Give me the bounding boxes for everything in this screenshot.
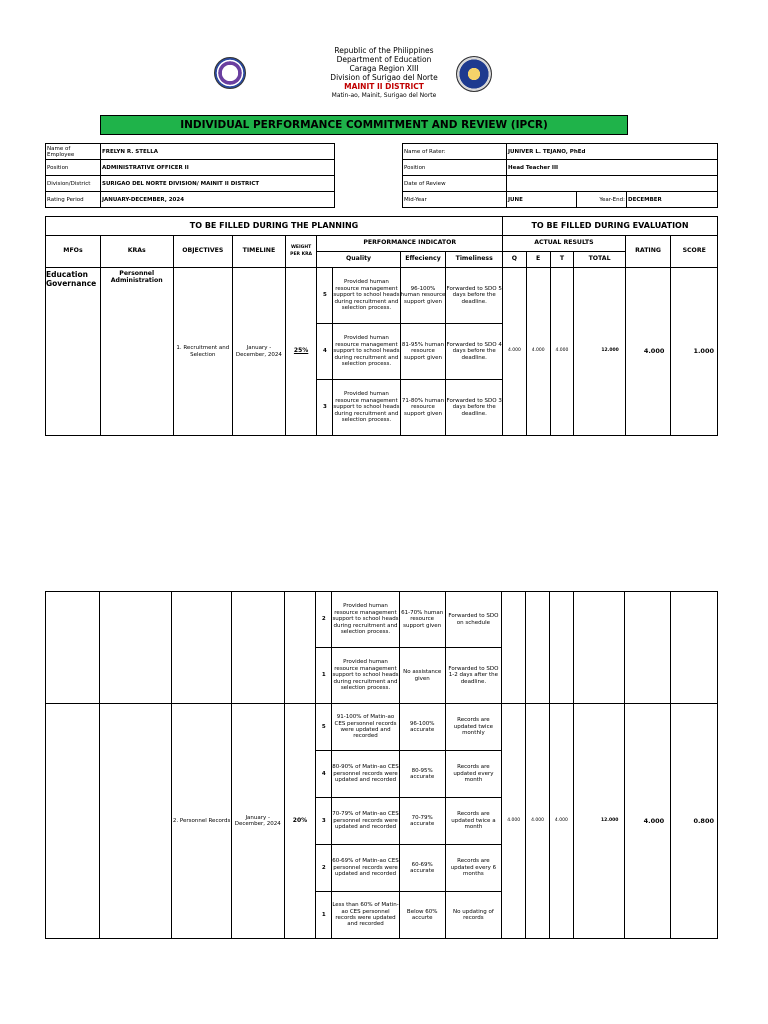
quality-indicator: 80-90% of Matin-ao CES personnel records were updated and recorded	[332, 751, 400, 798]
timeliness-indicator: No updating of records	[445, 892, 502, 939]
letterhead	[0, 46, 768, 100]
quality-indicator: Less than 60% of Matin-ao CES personnel records were updated and recorded	[332, 892, 400, 939]
actual-t: 4.000	[549, 704, 573, 939]
employee-info-table	[45, 143, 335, 208]
timeline-cell: January - December, 2024	[233, 268, 286, 436]
rating-scale-number: 3	[316, 798, 332, 845]
efficiency-indicator: 96-100% accurate	[399, 704, 445, 751]
col-efficiency: Effeciency	[400, 252, 446, 268]
info-label: Position	[403, 160, 507, 176]
rating-value	[625, 592, 671, 704]
timeline-cell: January - December, 2024	[231, 704, 284, 939]
col-weight: WEIGHT PER KRA	[285, 236, 317, 268]
kra-cell	[100, 592, 172, 704]
objective-cell: 2. Personnel Records	[172, 704, 232, 939]
timeliness-indicator: Forwarded to SDO 3 days before the deadline.	[446, 380, 503, 436]
timeliness-indicator: Records are updated every month	[445, 751, 502, 798]
actual-e: 4.000	[526, 704, 550, 939]
actual-total	[573, 592, 625, 704]
info-label: Division/District	[46, 176, 101, 192]
col-rating: RATING	[625, 236, 671, 268]
actual-q	[502, 592, 526, 704]
objective-cell	[172, 592, 232, 704]
letterhead-address: Matin-ao, Mainit, Surigao del Norte	[331, 92, 437, 99]
timeliness-indicator: Forwarded to SDO 4 days before the deadline.	[446, 324, 503, 380]
actual-q: 4.000	[502, 704, 526, 939]
rating-scale-number: 5	[316, 704, 332, 751]
quality-indicator: Provided human resource management support to school heads during recruitment and selection process.	[332, 592, 400, 648]
weight-cell: 20%	[284, 704, 316, 939]
rater-position: Head Teacher III	[507, 160, 718, 176]
efficiency-indicator: 60-69% accurate	[399, 845, 445, 892]
info-label: Name of Rater:	[403, 144, 507, 160]
document-title: INDIVIDUAL PERFORMANCE COMMITMENT AND REVIEW (IPCR)	[100, 115, 628, 135]
efficiency-indicator: No assistance given	[399, 648, 445, 704]
actual-e	[526, 592, 550, 704]
rating-scale-number: 3	[317, 380, 333, 436]
col-actual-results: ACTUAL RESULTS	[503, 236, 626, 252]
actual-q: 4.000	[503, 268, 527, 436]
quality-indicator: 91-100% of Matin-ao CES personnel records were updated and recorded	[332, 704, 400, 751]
rating-scale-number: 2	[316, 592, 332, 648]
actual-t	[549, 592, 573, 704]
quality-indicator: Provided human resource management support to school heads during recruitment and selection process.	[333, 380, 400, 436]
timeline-cell	[231, 592, 284, 704]
actual-e: 4.000	[526, 268, 550, 436]
letterhead-line3: Caraga Region XIII	[349, 64, 419, 73]
col-mfos: MFOs	[46, 236, 101, 268]
weight-cell	[284, 592, 316, 704]
score-value	[671, 592, 718, 704]
timeliness-indicator: Records are updated every 6 months	[445, 845, 502, 892]
ipcr-table-page1	[45, 216, 718, 436]
quality-indicator: 60-69% of Matin-ao CES personnel records were updated and recorded	[332, 845, 400, 892]
rating-scale-number: 5	[317, 268, 333, 324]
info-label: Date of Review	[403, 176, 507, 192]
score-value: 1.000	[671, 268, 718, 436]
info-label: Position	[46, 160, 101, 176]
score-value: 0.800	[671, 704, 718, 939]
info-label: Mid-Year	[403, 192, 507, 208]
timeliness-indicator: Forwarded to SDO 5 days before the deadline.	[446, 268, 503, 324]
mfo-cell	[46, 592, 100, 704]
info-label: Name of Employee	[46, 144, 101, 160]
mfo-cell	[46, 704, 100, 939]
employee-position: ADMINISTRATIVE OFFICER II	[101, 160, 335, 176]
planning-header: TO BE FILLED DURING THE PLANNING	[46, 217, 503, 236]
ipcr-table-page2	[45, 591, 718, 939]
rating-scale-number: 1	[316, 892, 332, 939]
col-objectives: OBJECTIVES	[173, 236, 233, 268]
midyear-value: JUNE	[507, 192, 577, 208]
efficiency-indicator: Below 60% accurte	[399, 892, 445, 939]
col-timeline: TIMELINE	[233, 236, 286, 268]
timeliness-indicator: Records are updated twice monthly	[445, 704, 502, 751]
yearend-value: DECEMBER	[627, 192, 718, 208]
col-q: Q	[503, 252, 527, 268]
rating-value: 4.000	[625, 268, 671, 436]
rating-value: 4.000	[625, 704, 671, 939]
col-e: E	[526, 252, 550, 268]
actual-total: 12.000	[574, 268, 625, 436]
timeliness-indicator: Forwarded to SDO on schedule	[445, 592, 502, 648]
efficiency-indicator: 70-79% accurate	[399, 798, 445, 845]
actual-total: 12.000	[573, 704, 625, 939]
review-date	[507, 176, 718, 192]
info-label: Year-End:	[577, 192, 627, 208]
col-quality: Quality	[317, 252, 400, 268]
rating-scale-number: 2	[316, 845, 332, 892]
efficiency-indicator: 80-95% accurate	[399, 751, 445, 798]
col-total: TOTAL	[574, 252, 625, 268]
employee-division: SURIGAO DEL NORTE DIVISION/ MAINIT II DISTRICT	[101, 176, 335, 192]
rater-info-table	[402, 143, 718, 208]
efficiency-indicator: 81-95% human resource support given	[400, 324, 446, 380]
quality-indicator: 70-79% of Matin-ao CES personnel records were updated and recorded	[332, 798, 400, 845]
rating-period: JANUARY-DECEMBER, 2024	[101, 192, 335, 208]
efficiency-indicator: 61-70% human resource support given	[399, 592, 445, 648]
employee-name: FRELYN R. STELLA	[101, 144, 335, 160]
rating-scale-number: 4	[317, 324, 333, 380]
rating-scale-number: 4	[316, 751, 332, 798]
col-score: SCORE	[671, 236, 718, 268]
info-label: Rating Period	[46, 192, 101, 208]
letterhead-line2: Department of Education	[336, 55, 432, 64]
rater-name: JUNIVER L. TEJANO, PhEd	[507, 144, 718, 160]
rating-scale-number: 1	[316, 648, 332, 704]
quality-indicator: Provided human resource management support to school heads during recruitment and selection process.	[333, 268, 400, 324]
kra-cell	[100, 704, 172, 939]
objective-cell: 1. Recruitment and Selection	[173, 268, 233, 436]
letterhead-line4: Division of Surigao del Norte	[330, 73, 438, 82]
efficiency-indicator: 96-100% human resource support given	[400, 268, 446, 324]
col-timeliness: Timeliness	[446, 252, 503, 268]
col-t: T	[550, 252, 574, 268]
efficiency-indicator: 71-80% human resource support given	[400, 380, 446, 436]
kra-cell: Personnel Administration	[100, 268, 173, 436]
quality-indicator: Provided human resource management support to school heads during recruitment and selection process.	[332, 648, 400, 704]
weight-cell: 25%	[285, 268, 317, 436]
letterhead-line1: Republic of the Philippines	[334, 46, 434, 55]
timeliness-indicator: Forwarded to SDO 1-2 days after the deadline.	[445, 648, 502, 704]
letterhead-district: MAINIT II DISTRICT	[344, 82, 424, 91]
evaluation-header: TO BE FILLED DURING EVALUATION	[503, 217, 718, 236]
col-performance-indicator: PERFORMANCE INDICATOR	[317, 236, 503, 252]
col-kras: KRAs	[100, 236, 173, 268]
timeliness-indicator: Records are updated twice a month	[445, 798, 502, 845]
mfo-cell: Education Governance	[46, 268, 101, 436]
actual-t: 4.000	[550, 268, 574, 436]
quality-indicator: Provided human resource management support to school heads during recruitment and selection process.	[333, 324, 400, 380]
